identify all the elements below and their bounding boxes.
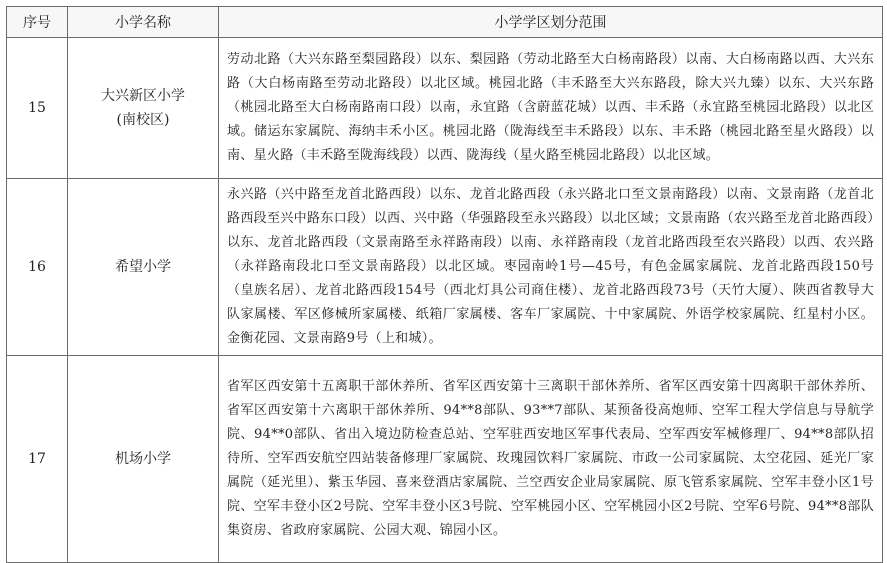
district-range-cell: 永兴路（兴中路至龙首北路西段）以东、龙首北路西段（永兴路北口至文景南路段）以南、文景南路（龙首北路西段至兴中路东口段）以西、兴中路（华强路段至永兴路段）以北区域；文景南路（农兴路至龙首北路西段）以东、龙首北路西段（文景南路至永祥路南段）以南、永祥路南段（龙首北路西段至农兴路段）以西、农兴路（永祥路南段北口至文景南路段）以北区域。枣园南岭1号—45号，有色金属家属院、龙首北路西段150号（皇族名居）、龙首北路西段154号（西北灯具公司商住楼）、龙首北路西段73号（天竹大厦）、陕西省教导大队家属楼、军区修械所家属楼、纸箱厂家属楼、客车厂家属院、十中家属院、外语学校家属院、红星村小区。金衡花园、文景南路9号（上和城）。 xyxy=(219,179,883,356)
school-district-table xyxy=(6,6,883,563)
school-name: 希望小学 xyxy=(115,259,171,275)
table-row xyxy=(7,356,883,563)
header-school-name: 小学名称 xyxy=(68,7,219,38)
serial-number-cell: 16 xyxy=(7,179,68,356)
header-row xyxy=(7,7,883,38)
school-campus: (南校区) xyxy=(116,112,170,128)
header-serial-number: 序号 xyxy=(7,7,68,38)
school-name-cell xyxy=(68,356,219,563)
serial-number-cell: 17 xyxy=(7,356,68,563)
school-name: 机场小学 xyxy=(115,451,171,467)
district-range-cell: 劳动北路（大兴东路至梨园路段）以东、梨园路（劳动北路至大白杨南路段）以南、大白杨南路以西、大兴东路（大白杨南路至劳动北路段）以北区域。桃园北路（丰禾路至大兴东路段，除大兴九臻）以东、大兴东路（桃园北路至大白杨南路南口段）以南，永宜路（含蔚蓝花城）以西、丰禾路（永宜路至桃园北路段）以北区域。储运东家属院、海纳丰禾小区。桃园北路（陇海线至丰禾路段）以东、丰禾路（桃园北路至星火路段）以南、星火路（丰禾路至陇海线段）以西、陇海线（星火路至桃园北路段）以北区域。 xyxy=(219,38,883,179)
school-name-cell xyxy=(68,38,219,179)
table-row xyxy=(7,38,883,179)
school-name: 大兴新区小学 xyxy=(101,88,185,104)
header-district-range: 小学学区划分范围 xyxy=(219,7,883,38)
serial-number-cell: 15 xyxy=(7,38,68,179)
school-name-cell xyxy=(68,179,219,356)
district-range-cell: 省军区西安第十五离职干部休养所、省军区西安第十三离职干部休养所、省军区西安第十四离职干部休养所、省军区西安第十六离职干部休养所、94**8部队、93**7部队、某预备役高炮师、空军工程大学信息与导航学院、94**0部队、省出入境边防检查总站、空军驻西安地区军事代表局、空军西安军械修理厂、94**8部队招待所、空军西安航空四站装备修理厂家属院、玫瑰园饮料厂家属院、市政一公司家属院、太空花园、延光厂家属院（延光里）、紫玉华园、喜来登酒店家属院、兰空西安企业局家属院、原飞管系家属院、空军丰登小区1号院、空军丰登小区2号院、空军丰登小区3号院、空军桃园小区、空军桃园小区2号院、空军6号院、94**8部队集资房、省政府家属院、公园大观、锦园小区。 xyxy=(219,356,883,563)
table-row xyxy=(7,179,883,356)
table-header xyxy=(7,7,883,38)
table-body xyxy=(7,38,883,563)
